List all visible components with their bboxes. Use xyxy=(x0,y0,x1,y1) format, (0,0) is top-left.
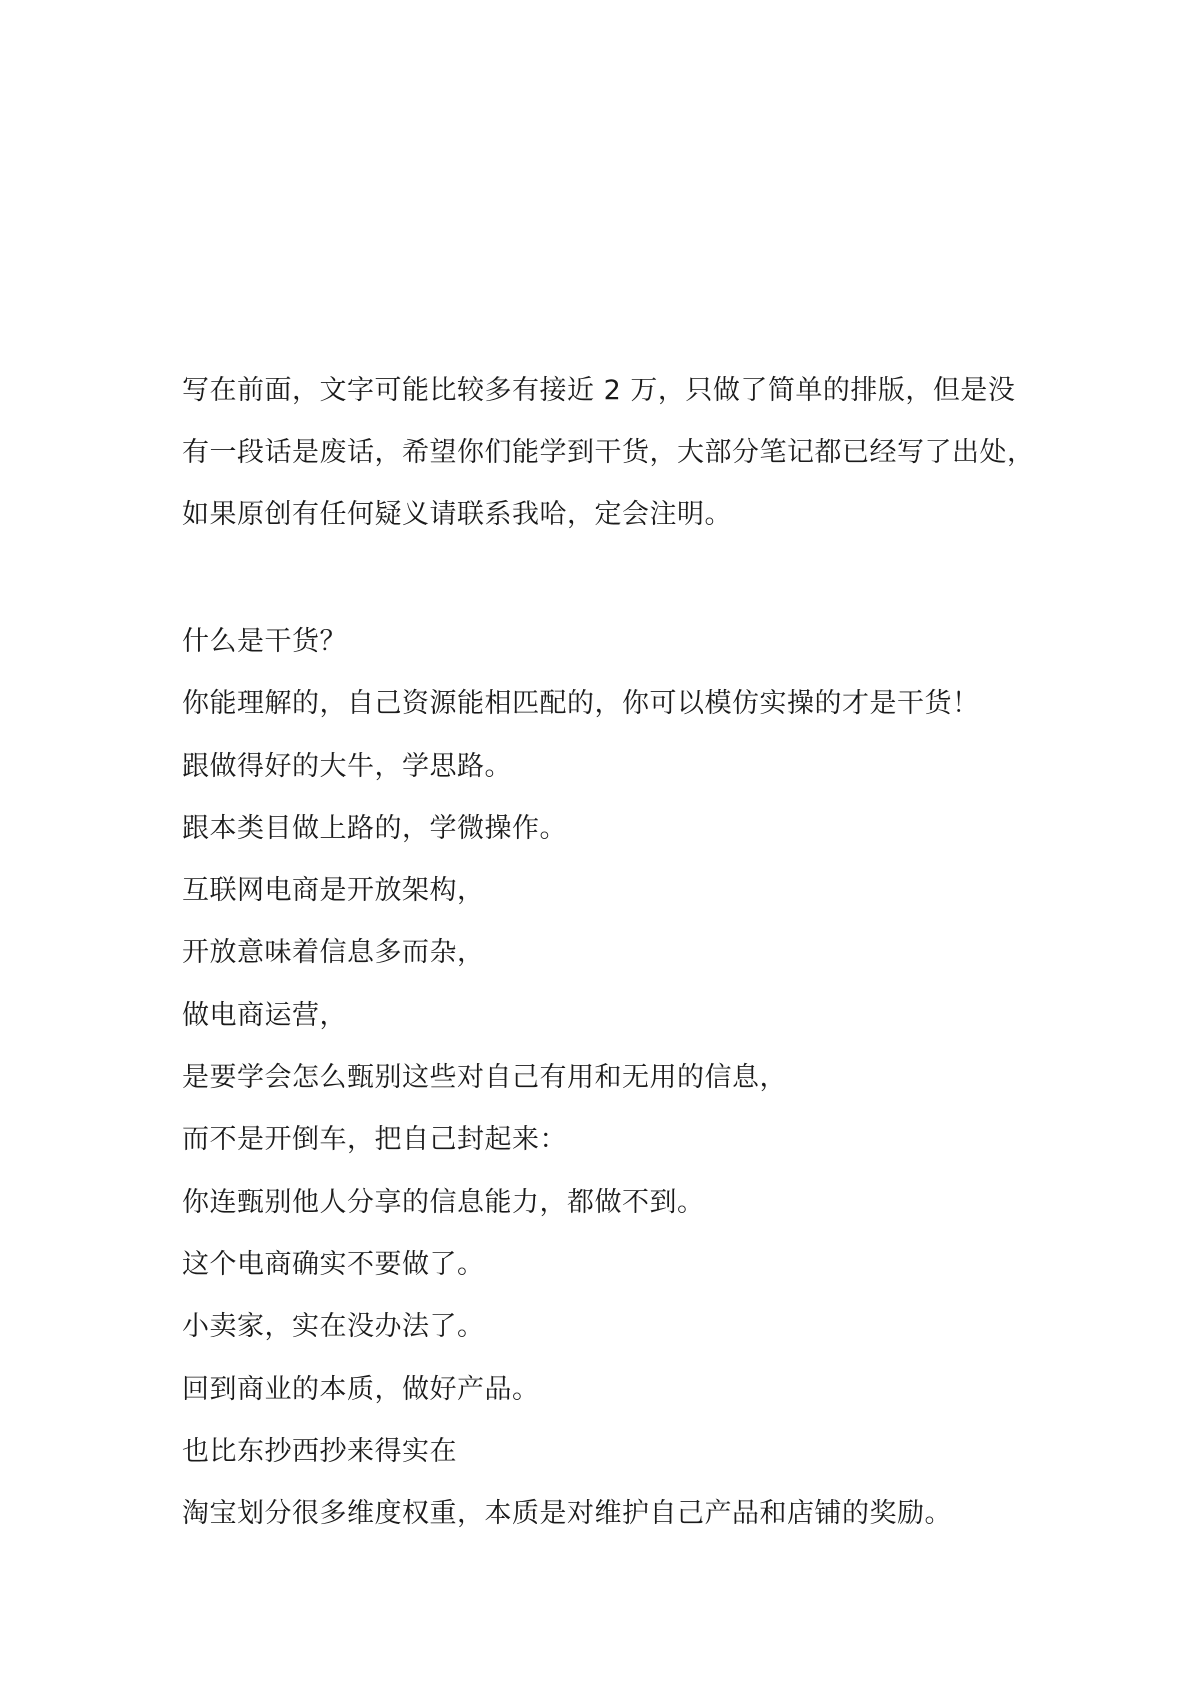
body-line: 你连甄别他人分享的信息能力，都做不到。 xyxy=(182,1186,705,1218)
body-line: 这个电商确实不要做了。 xyxy=(182,1248,485,1280)
intro-line: 写在前面，文字可能比较多有接近 2 万，只做了简单的排版，但是没 xyxy=(182,375,1016,406)
body-line: 做电商运营， xyxy=(182,999,347,1031)
body-line: 淘宝划分很多维度权重，本质是对维护自己产品和店铺的奖励。 xyxy=(182,1498,952,1530)
body-line: 而不是开倒车，把自己封起来： xyxy=(182,1124,567,1156)
body-heading: 什么是干货？ xyxy=(182,626,347,657)
body-text xyxy=(182,611,1082,1545)
body-line: 你能理解的，自己资源能相匹配的，你可以模仿实操的才是干货！ xyxy=(182,688,980,720)
intro-line: 如果原创有任何疑义请联系我哈，定会注明。 xyxy=(182,499,732,530)
body-line: 是要学会怎么甄别这些对自己有用和无用的信息， xyxy=(182,1062,787,1094)
body-line: 小卖家，实在没办法了。 xyxy=(182,1311,485,1343)
intro-line: 有一段话是废话，希望你们能学到干货，大部分笔记都已经写了出处， xyxy=(182,437,1035,468)
body-line: 回到商业的本质，做好产品。 xyxy=(182,1373,540,1405)
body-line: 跟做得好的大牛，学思路。 xyxy=(182,750,512,782)
body-line: 跟本类目做上路的，学微操作。 xyxy=(182,812,567,844)
intro-paragraph xyxy=(182,360,1042,546)
body-line: 互联网电商是开放架构， xyxy=(182,875,485,907)
body-line: 也比东抄西抄来得实在 xyxy=(182,1435,457,1467)
body-line: 开放意味着信息多而杂， xyxy=(182,937,485,969)
